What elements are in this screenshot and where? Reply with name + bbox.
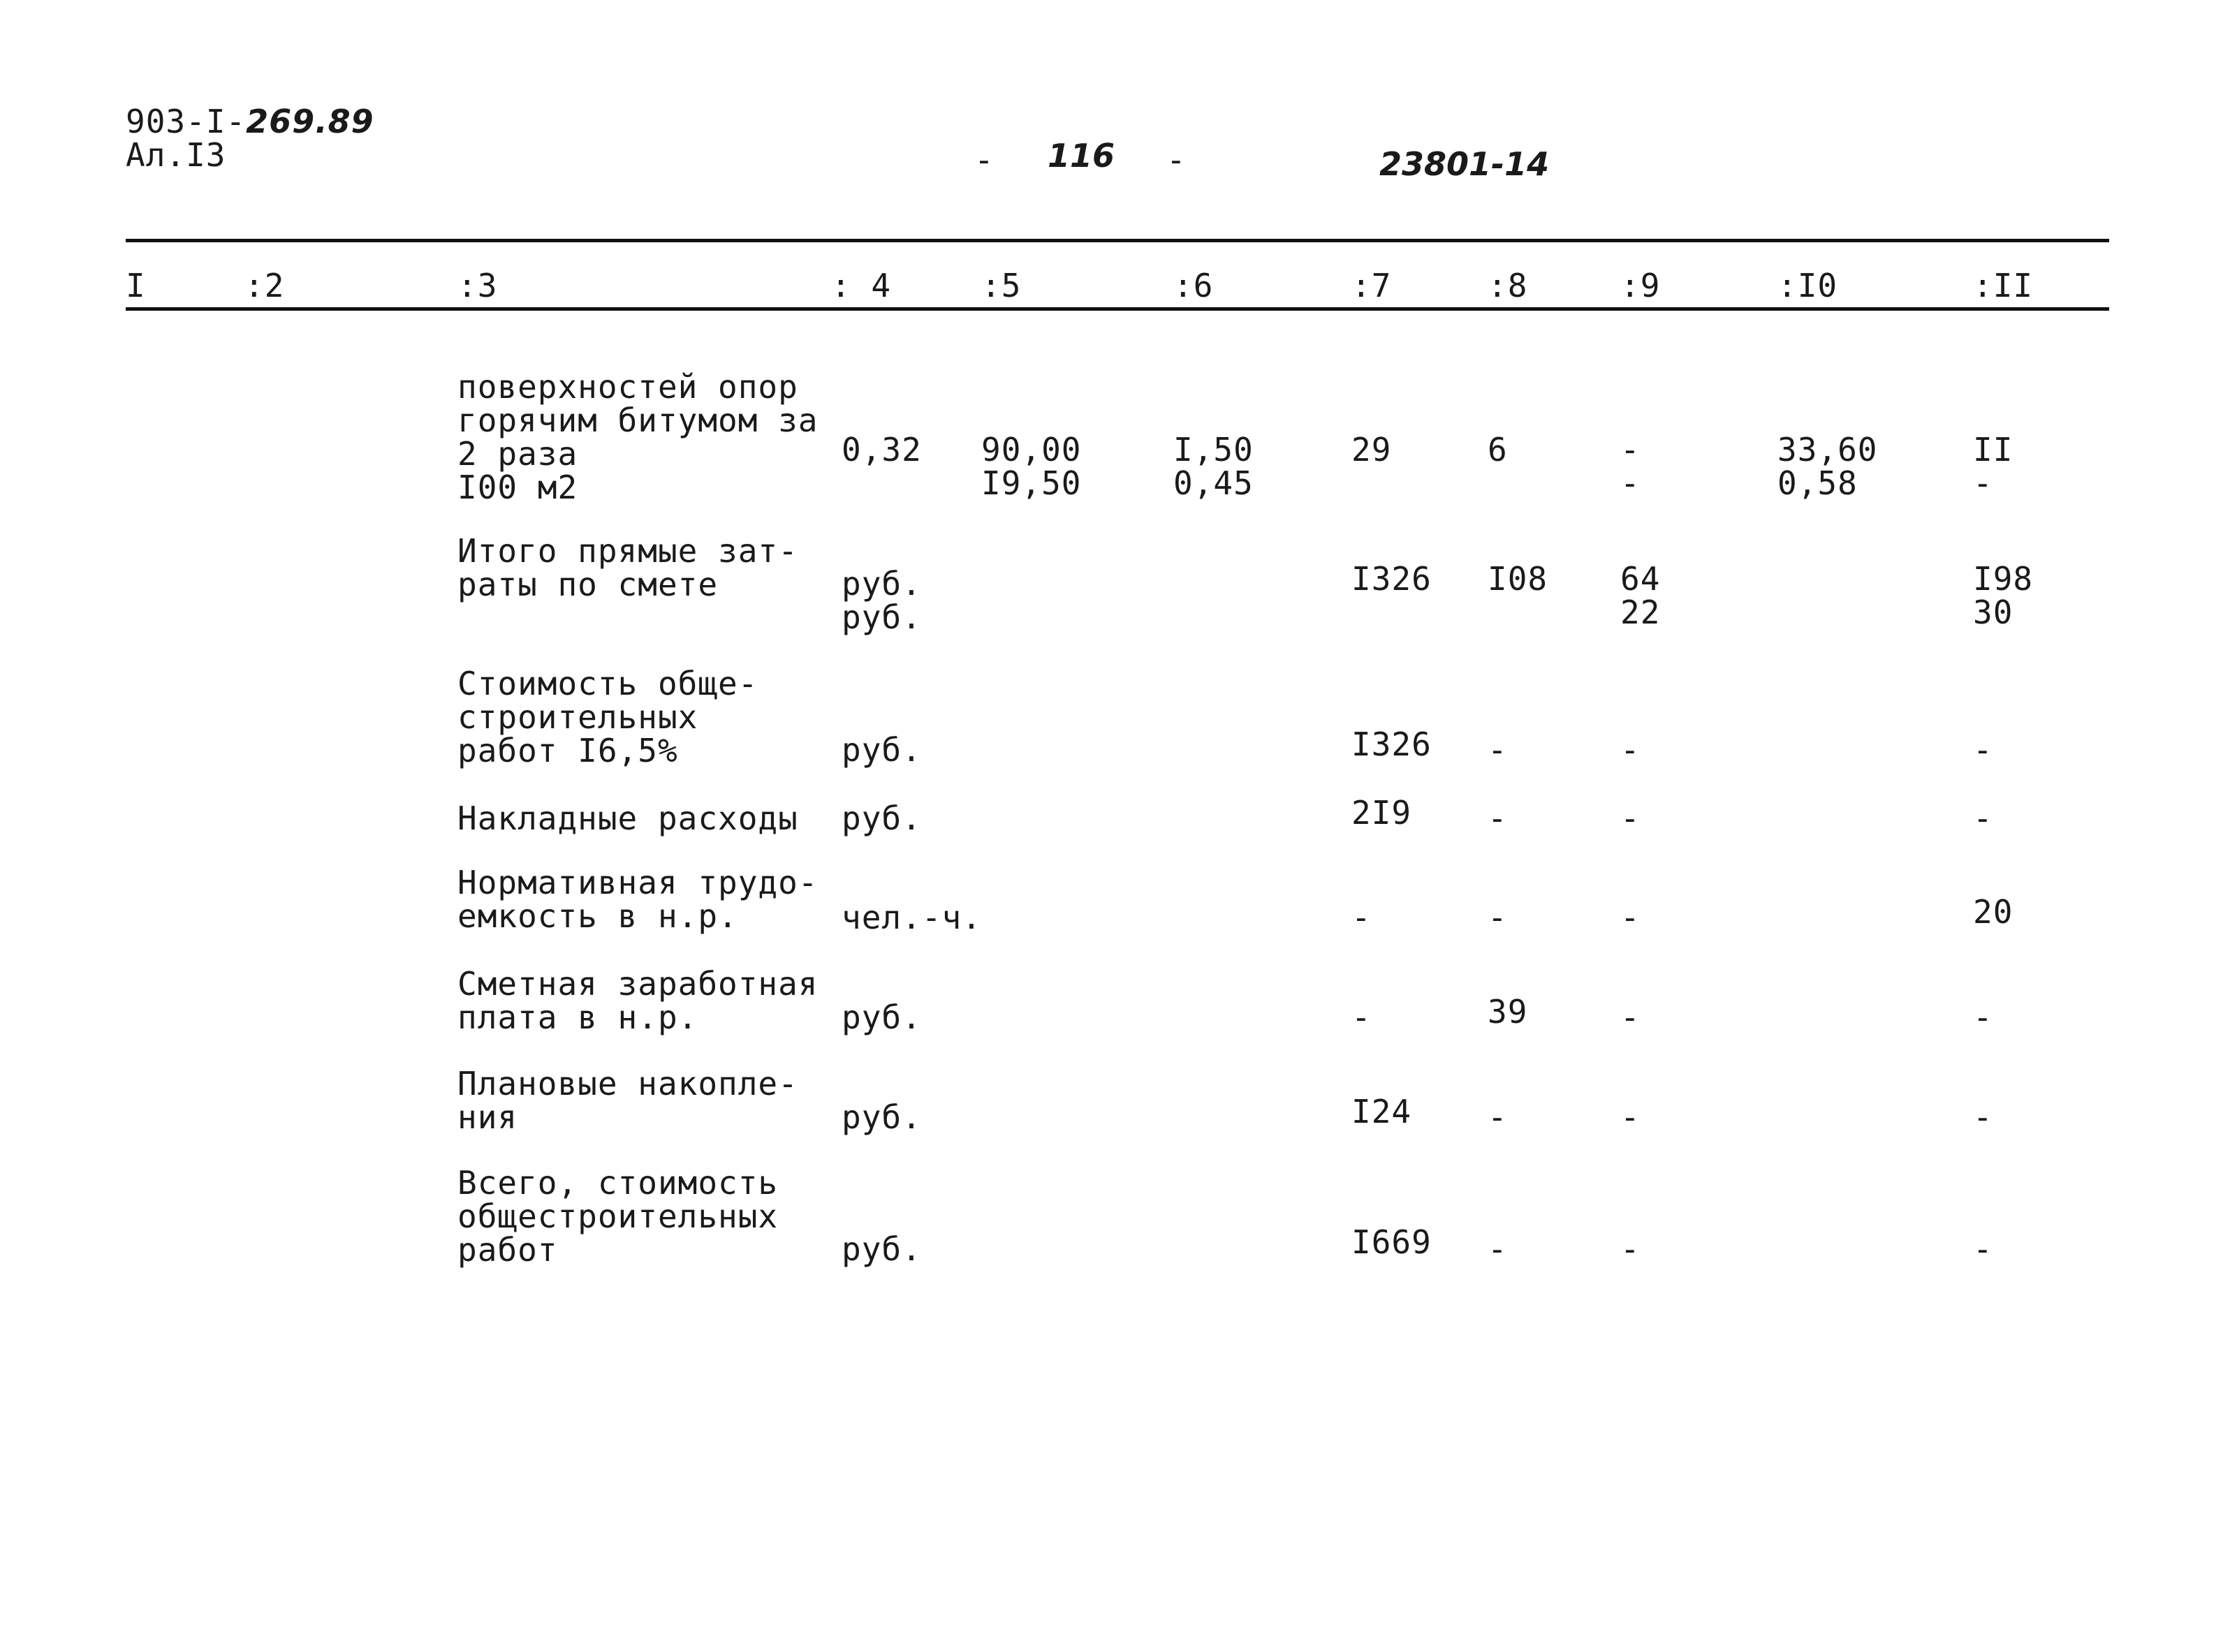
- cell-col7: -: [1351, 899, 1372, 936]
- col-header-8: :8: [1488, 267, 1528, 304]
- cell-col9: -: [1620, 1230, 1641, 1268]
- table-header-rule: [126, 307, 2109, 311]
- series-code: [126, 105, 374, 138]
- page-number: 116: [1048, 137, 1115, 175]
- document-code: 23801-14: [1379, 145, 1550, 183]
- cell-col11: -: [1973, 1098, 1993, 1136]
- cell-col9: -: [1620, 899, 1641, 936]
- cell-col11: II -: [1973, 431, 2013, 502]
- cell-col8: -: [1488, 1230, 1508, 1268]
- cell-description: Стоимость обще- строительных работ I6,5%: [457, 665, 758, 769]
- cell-col8: -: [1488, 799, 1508, 837]
- col-header-2: :2: [244, 267, 285, 304]
- col-header-4: : 4: [831, 267, 892, 304]
- cell-col11: -: [1973, 731, 1993, 769]
- cell-col4: руб.: [842, 1230, 922, 1268]
- cell-col7: I669: [1351, 1223, 1432, 1261]
- cell-col8: I08: [1488, 560, 1548, 598]
- cell-col7: I326: [1351, 560, 1432, 598]
- cell-col11: -: [1973, 1230, 1993, 1268]
- col-header-9: :9: [1620, 267, 1661, 304]
- cell-description: Плановые накопле- ния: [457, 1065, 798, 1136]
- cell-description: Сметная заработная плата в н.р.: [457, 965, 819, 1036]
- cell-col9: -: [1620, 1098, 1641, 1136]
- cell-col4: руб.: [842, 731, 922, 769]
- cell-col11: 20: [1973, 893, 2013, 931]
- cell-col8: -: [1488, 731, 1508, 769]
- col-header-7: :7: [1351, 267, 1392, 304]
- col-header-3: :3: [457, 267, 498, 304]
- cell-col4: руб.: [842, 998, 922, 1036]
- cell-col8: -: [1488, 1098, 1508, 1136]
- cell-description: Итого прямые зат- раты по смете: [457, 532, 798, 603]
- cell-col9: -: [1620, 731, 1641, 769]
- cell-col11: -: [1973, 998, 1993, 1036]
- page-dash-right: -: [1166, 141, 1187, 179]
- cell-col4: руб.: [842, 799, 922, 837]
- col-header-11: :II: [1973, 267, 2034, 304]
- cell-col4: руб.: [842, 1098, 922, 1136]
- cell-col8: 39: [1488, 993, 1528, 1031]
- cell-col10: 33,60 0,58: [1777, 431, 1878, 502]
- cell-col6: I,50 0,45: [1173, 431, 1254, 502]
- cell-description: поверхностей опор горячим битумом за 2 раза I00 м2: [457, 368, 819, 506]
- cell-col4: руб. руб.: [842, 565, 922, 636]
- cell-col7: 2I9: [1351, 794, 1412, 832]
- cell-col9: - -: [1620, 431, 1641, 502]
- cell-col4: чел.-ч.: [842, 899, 982, 936]
- cell-col4: 0,32: [842, 431, 922, 469]
- series-prefix: 903-I-: [126, 103, 247, 140]
- cell-col7: I326: [1351, 725, 1432, 763]
- cell-col11: -: [1973, 799, 1993, 837]
- cell-col9: -: [1620, 799, 1641, 837]
- cell-col9: -: [1620, 998, 1641, 1036]
- col-header-5: :5: [981, 267, 1022, 304]
- cell-col7: 29: [1351, 431, 1392, 469]
- cell-col9: 64 22: [1620, 560, 1661, 631]
- col-header-6: :6: [1173, 267, 1214, 304]
- cell-description: Накладные расходы: [457, 799, 798, 837]
- cell-col5: 90,00 I9,50: [981, 431, 1082, 502]
- col-header-10: :I0: [1777, 267, 1838, 304]
- cell-col7: -: [1351, 998, 1372, 1036]
- cell-col8: 6: [1488, 431, 1508, 469]
- cell-col8: -: [1488, 899, 1508, 936]
- cell-description: Нормативная трудо- емкость в н.р.: [457, 864, 819, 935]
- cell-col7: I24: [1351, 1093, 1412, 1130]
- cell-description: Всего, стоимость общестроительных работ: [457, 1164, 779, 1269]
- page-dash-left: -: [974, 141, 995, 179]
- table-top-rule: [126, 239, 2109, 242]
- album-label: Ал.I3: [126, 136, 226, 174]
- col-header-1: I: [126, 267, 146, 304]
- cell-col11: I98 30: [1973, 560, 2034, 631]
- series-handwritten: 269.89: [246, 103, 374, 140]
